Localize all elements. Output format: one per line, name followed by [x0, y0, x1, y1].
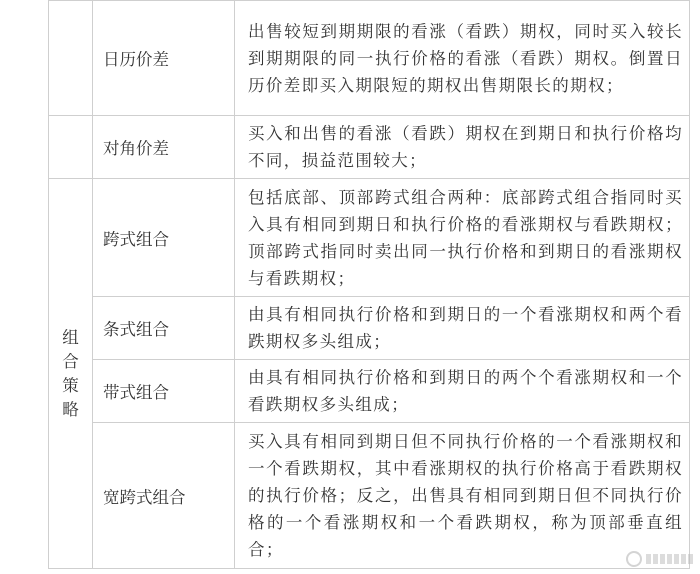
- table-row: [49, 360, 690, 423]
- table-row: [49, 1, 690, 116]
- strategy-name-cell: 条式组合: [93, 297, 235, 360]
- group-label-cell: [49, 179, 93, 569]
- strategy-table: [48, 0, 690, 569]
- brand-logo-icon: [626, 548, 694, 570]
- strategy-desc-cell: 买入和出售的看涨（看跌）期权在到期日和执行价格均不同，损益范围较大；: [235, 116, 690, 179]
- strategy-desc-cell: 买入具有相同到期日但不同执行价格的一个看涨期权和一个看跌期权，其中看涨期权的执行价格高于看跌期权的执行价格；反之，出售具有相同到期日但不同执行价格的一个看涨期权和一个看跌期权，称为顶部垂直组合；: [235, 423, 690, 569]
- strategy-name-cell: 宽跨式组合: [93, 423, 235, 569]
- strategy-name-cell: 跨式组合: [93, 179, 235, 297]
- group-cell-empty: [49, 1, 93, 116]
- table-row: [49, 116, 690, 179]
- logo-circle-icon: [626, 551, 642, 567]
- table-row: [49, 423, 690, 569]
- strategy-name-cell: 对角价差: [93, 116, 235, 179]
- strategy-name-cell: 带式组合: [93, 360, 235, 423]
- table-row: [49, 297, 690, 360]
- strategy-desc-cell: 包括底部、顶部跨式组合两种：底部跨式组合指同时买入具有相同到期日和执行价格的看涨期权与看跌期权；顶部跨式指同时卖出同一执行价格和到期日的看涨期权与看跌期权；: [235, 179, 690, 297]
- strategy-name-cell: 日历价差: [93, 1, 235, 116]
- table-row: [49, 179, 690, 297]
- group-label: 组合策略: [62, 327, 79, 419]
- group-cell-empty: [49, 116, 93, 179]
- logo-text-mark: [646, 554, 694, 564]
- strategy-desc-cell: 由具有相同执行价格和到期日的一个看涨期权和两个看跌期权多头组成；: [235, 297, 690, 360]
- strategy-desc-cell: 出售较短到期期限的看涨（看跌）期权，同时买入较长到期期限的同一执行价格的看涨（看跌）期权。倒置日历价差即买入期限短的期权出售期限长的期权；: [235, 1, 690, 116]
- strategy-desc-cell: 由具有相同执行价格和到期日的两个个看涨期权和一个看跌期权多头组成；: [235, 360, 690, 423]
